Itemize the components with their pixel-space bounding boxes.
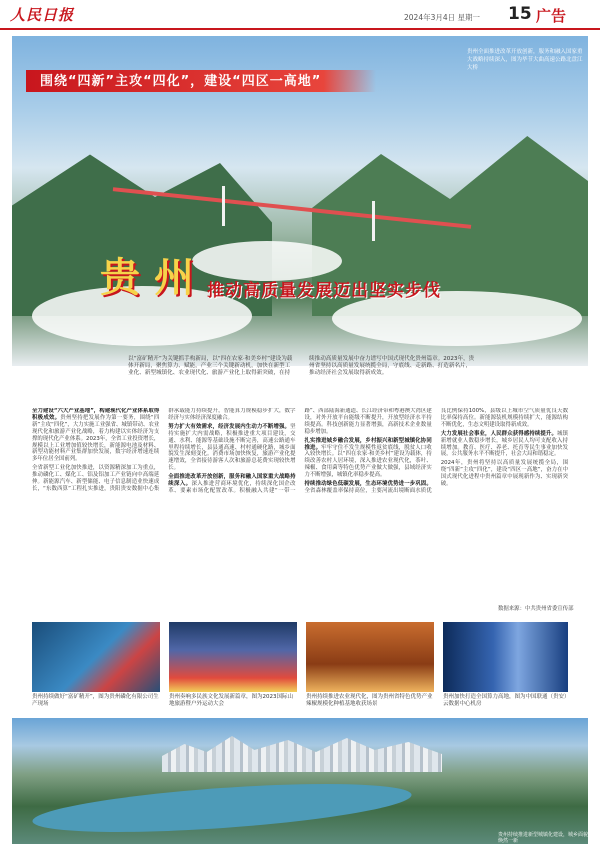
bottom-caption: 贵州持续推进新型城镇化建设，城乡面貌焕然一新 [498, 832, 589, 844]
photo-phosphate-plant [32, 622, 160, 692]
paragraph-lead: 大力发展社会事业，人民群众获得感持续提升。 [440, 430, 558, 437]
bridge-tower [222, 186, 225, 226]
photo-captions [32, 694, 568, 716]
photo-caption: 贵州持续做好“富矿精开”，图为贵州磷化有限公司生产现场 [32, 694, 159, 707]
bridge-tower [372, 201, 375, 241]
article-paragraph [305, 438, 432, 479]
photo-caption: 贵州持续推进农业现代化，图为贵州省特色优势产业辣椒规模化种植基地收获场景 [306, 694, 433, 707]
paragraph-lead: 扎实推进城乡融合发展，乡村振兴和新型城镇化协同推进。 [304, 437, 432, 451]
paragraph-text: 全省森林覆盖率保持高位，主要河流出境断面水质优良比例保持100%，县级以上城市空气质量优良天数比率保持高位。新能源装机规模持续扩大，能源结构不断优化，生态文明建设取得新成效。 [304, 408, 568, 494]
article-paragraph [32, 408, 159, 463]
bottom-image [12, 718, 588, 844]
paragraph-text: 2024年，贵州将坚持以高质量发展统揽全局，围绕“四新”主攻“四化”，建设“四区一高地”，奋力在中国式现代化进程中贵州篇章中展现新作为、实现新突破。 [440, 460, 568, 488]
paragraph-text: 坚持实施扩大内需战略，积极推进重大项目建设，交通、水利、能源等基础设施不断完善，高速公路通车里程持续增长，县县通高速、村村通硬化路，城乡面貌发生深刻变化。消费市场加快恢复，旅游产业化提速增效，全省接待游客人次和旅游总花费实现较快增长。 [168, 423, 296, 472]
lake [31, 775, 413, 841]
paragraph-lead: 全面推进改革开放创新，服务和融入国家重大战略持续深入。 [168, 474, 296, 488]
data-credit: 数据来源：中共贵州省委宣传部 [498, 606, 574, 612]
article-paragraph [441, 460, 568, 488]
intro-paragraph: 以“富矿精开”为关键抓手构新局，以“四在农家·和美乡村”建设为载体开新局，聚焦算力、赋能，产业三个关键新动机，加快在新型工业化、新型城镇化、农业现代化、旅游产业化上取得新突破，在持续推动高质量发展中奋力谱写中国式现代化贵州篇章。2023年，贵州省坚持以高质量发展统揽全局，守底线、走新路、打造新名片，推动经济社会发展取得新成效。 [128, 356, 475, 376]
article-paragraph [168, 424, 295, 472]
hero-subtitle: 推动高质量发展迈出坚实步伐 [207, 281, 441, 301]
paragraph-text: 牢牢守住不发生规模性返贫底线，脱贫人口收入较快增长。以“四在农家·和美乡村”建设为载体，持续改善农村人居环境，深入推进农业现代化，茶叶、辣椒、食用菌等特色优势产业做大做强，县域经济实力不断增强，城镇化率稳步提高。 [304, 444, 432, 479]
headline-banner [26, 70, 376, 92]
section-name: 广告 [536, 7, 567, 25]
city-skyline [162, 732, 442, 772]
paragraph-text: 全省新型工业化加快推进，以资源精深加工为重点，推动磷化工、煤化工、铝及铝加工产业链向中高端延伸。新能源汽车、新型储能、电子信息制造业快速成长，“东数西算”工程扎实推进，贵阳贵安数据中心集群承载能力持续提升，智能算力规模稳步扩大，数字经济与实体经济深度融合。 [32, 408, 296, 492]
newspaper-logo: 人民日报 [10, 6, 75, 24]
photo-pepper-harvest [306, 622, 434, 692]
article-paragraph [441, 431, 568, 459]
hero-caption: 贵州全面推进改革开放创新，服务和融入国家重大战略持续深入，图为毕节大曲高速公路北盘江大桥 [467, 49, 583, 71]
photo-caption: 贵州奏响多民族文化发展新篇章，图为2023国际山地旅游暨户外运动大会 [169, 694, 293, 707]
hero-image [12, 36, 588, 366]
cloud [192, 241, 342, 281]
photo-strip [32, 622, 568, 692]
photo-culture-event [169, 622, 297, 692]
headline-text: 围绕“四新”主攻“四化”，建设“四区一高地” [40, 74, 322, 89]
issue-date: 2024年3月4日 星期一 [404, 13, 481, 22]
paragraph-text: 深入推进营商环境优化，持续深化国企改革、要素市场化配置改革。积极融入共建“一带一路”、西部陆海新通道、长江经济带和粤港澳大湾区建设，对外开放平台能级不断提升，开放型经济水平持续提高。科技创新能力显著增强，高新技术企业数量稳步增加。 [168, 408, 432, 494]
paragraph-lead: 努力扩大有效需求，经济发展内生动力不断增强。 [168, 423, 291, 430]
photo-caption: 贵州加快打造全国算力高地，图为中国联通（贵安）云数据中心机房 [443, 694, 567, 707]
paragraph-lead: 持续推动绿色低碳发展，生态环境优势进一步巩固。 [304, 481, 432, 488]
masthead [0, 0, 600, 30]
paragraph-text: 城镇新增就业人数稳步增长，城乡居民人均可支配收入持续增加。教育、医疗、养老、托育等民生事业加快发展，公共服务水平不断提升，社会大局和谐稳定。 [440, 430, 568, 458]
hero-title: 贵州 [100, 254, 208, 301]
paragraph-lead: 全力建设“六大产业基地”，构建现代化产业体系取得积极成效。 [32, 408, 160, 421]
photo-data-center [443, 622, 568, 692]
page-number: 15 [508, 4, 532, 24]
article-body [32, 408, 568, 606]
paragraph-text: 贵州坚持把发展作为第一要务，围绕“四新”主攻“四化”，大力实施工业强省、城镇带动、农业现代化和旅游产业化战略，着力构建以实体经济为支撑的现代化产业体系。2023年，全省工业投资增长，规模以上工业增加值较快增长，新能源电池及材料、新型功能材料产业集群加快发展，数字经济增速连续多年位居全国前列。 [32, 414, 160, 463]
